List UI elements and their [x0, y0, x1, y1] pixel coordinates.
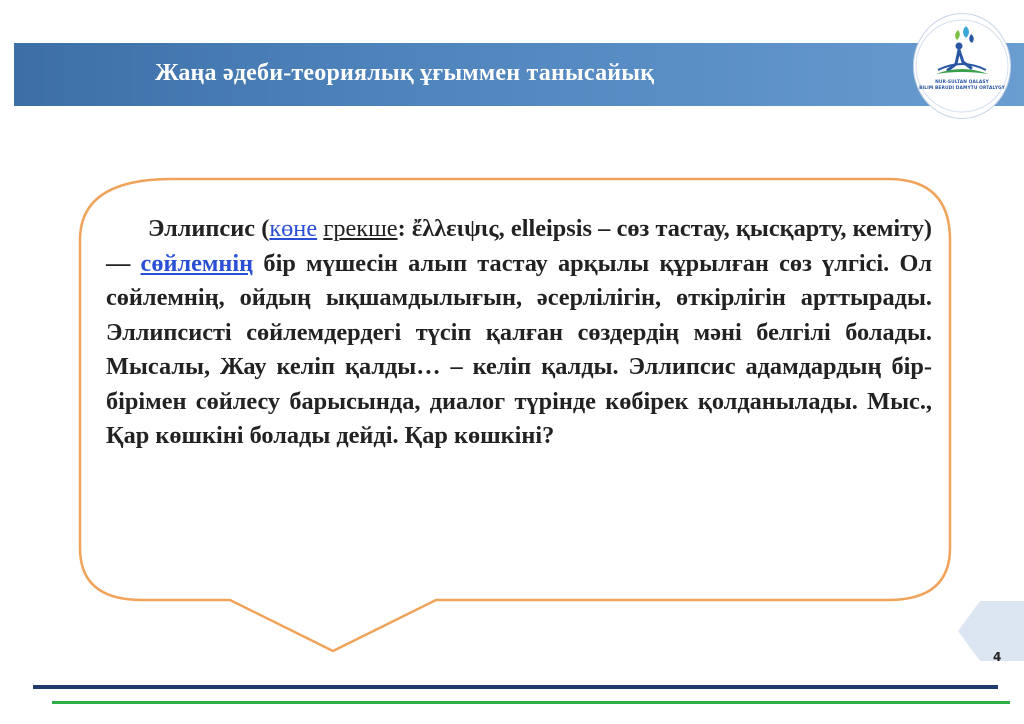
link-kone[interactable]: көне — [269, 215, 318, 242]
logo-text-line1: NUR-SULTAN QALASY — [935, 80, 989, 85]
term: Эллипсис — [148, 215, 255, 242]
slide-number-tab — [958, 601, 1024, 661]
link-soilemnin[interactable]: сөйлемнің — [140, 249, 254, 277]
bubble-paragraph: Эллипсис (көне грекше: ἔλλειψις, elleipsis – сөз тастау, қысқарту, кеміту) — сөйлемнің бір мүшесін алып тастау арқылы құрылған сөз үлгісі. Ол сөйлемнің, ойдың ықшамдылығын, әсерлілігін, өткірлігін арттырады. Эллипсисті сөйлемдердегі түсіп қалған сөздердің мәні белгілі болады. Мысалы, Жау келіп қалды… – келіп қалды. Эллипсис адамдардың бір-бірімен сөйлесу барысында, диалог түрінде көбірек қолданылады. Мыс., Қар көшкіні болады дейді. Қар көшкіні? — [106, 215, 932, 449]
footer-line-navy — [33, 685, 998, 689]
footer-line-green — [52, 701, 1010, 704]
slide-number: 4 — [993, 650, 1002, 664]
logo-text-line2: BILIM BERUDI DAMYTU ORTALYGY — [919, 85, 1005, 91]
link-grekshe[interactable]: грекше — [323, 215, 398, 242]
slide-title: Жаңа әдеби-теориялық ұғыммен танысайық — [155, 60, 655, 86]
